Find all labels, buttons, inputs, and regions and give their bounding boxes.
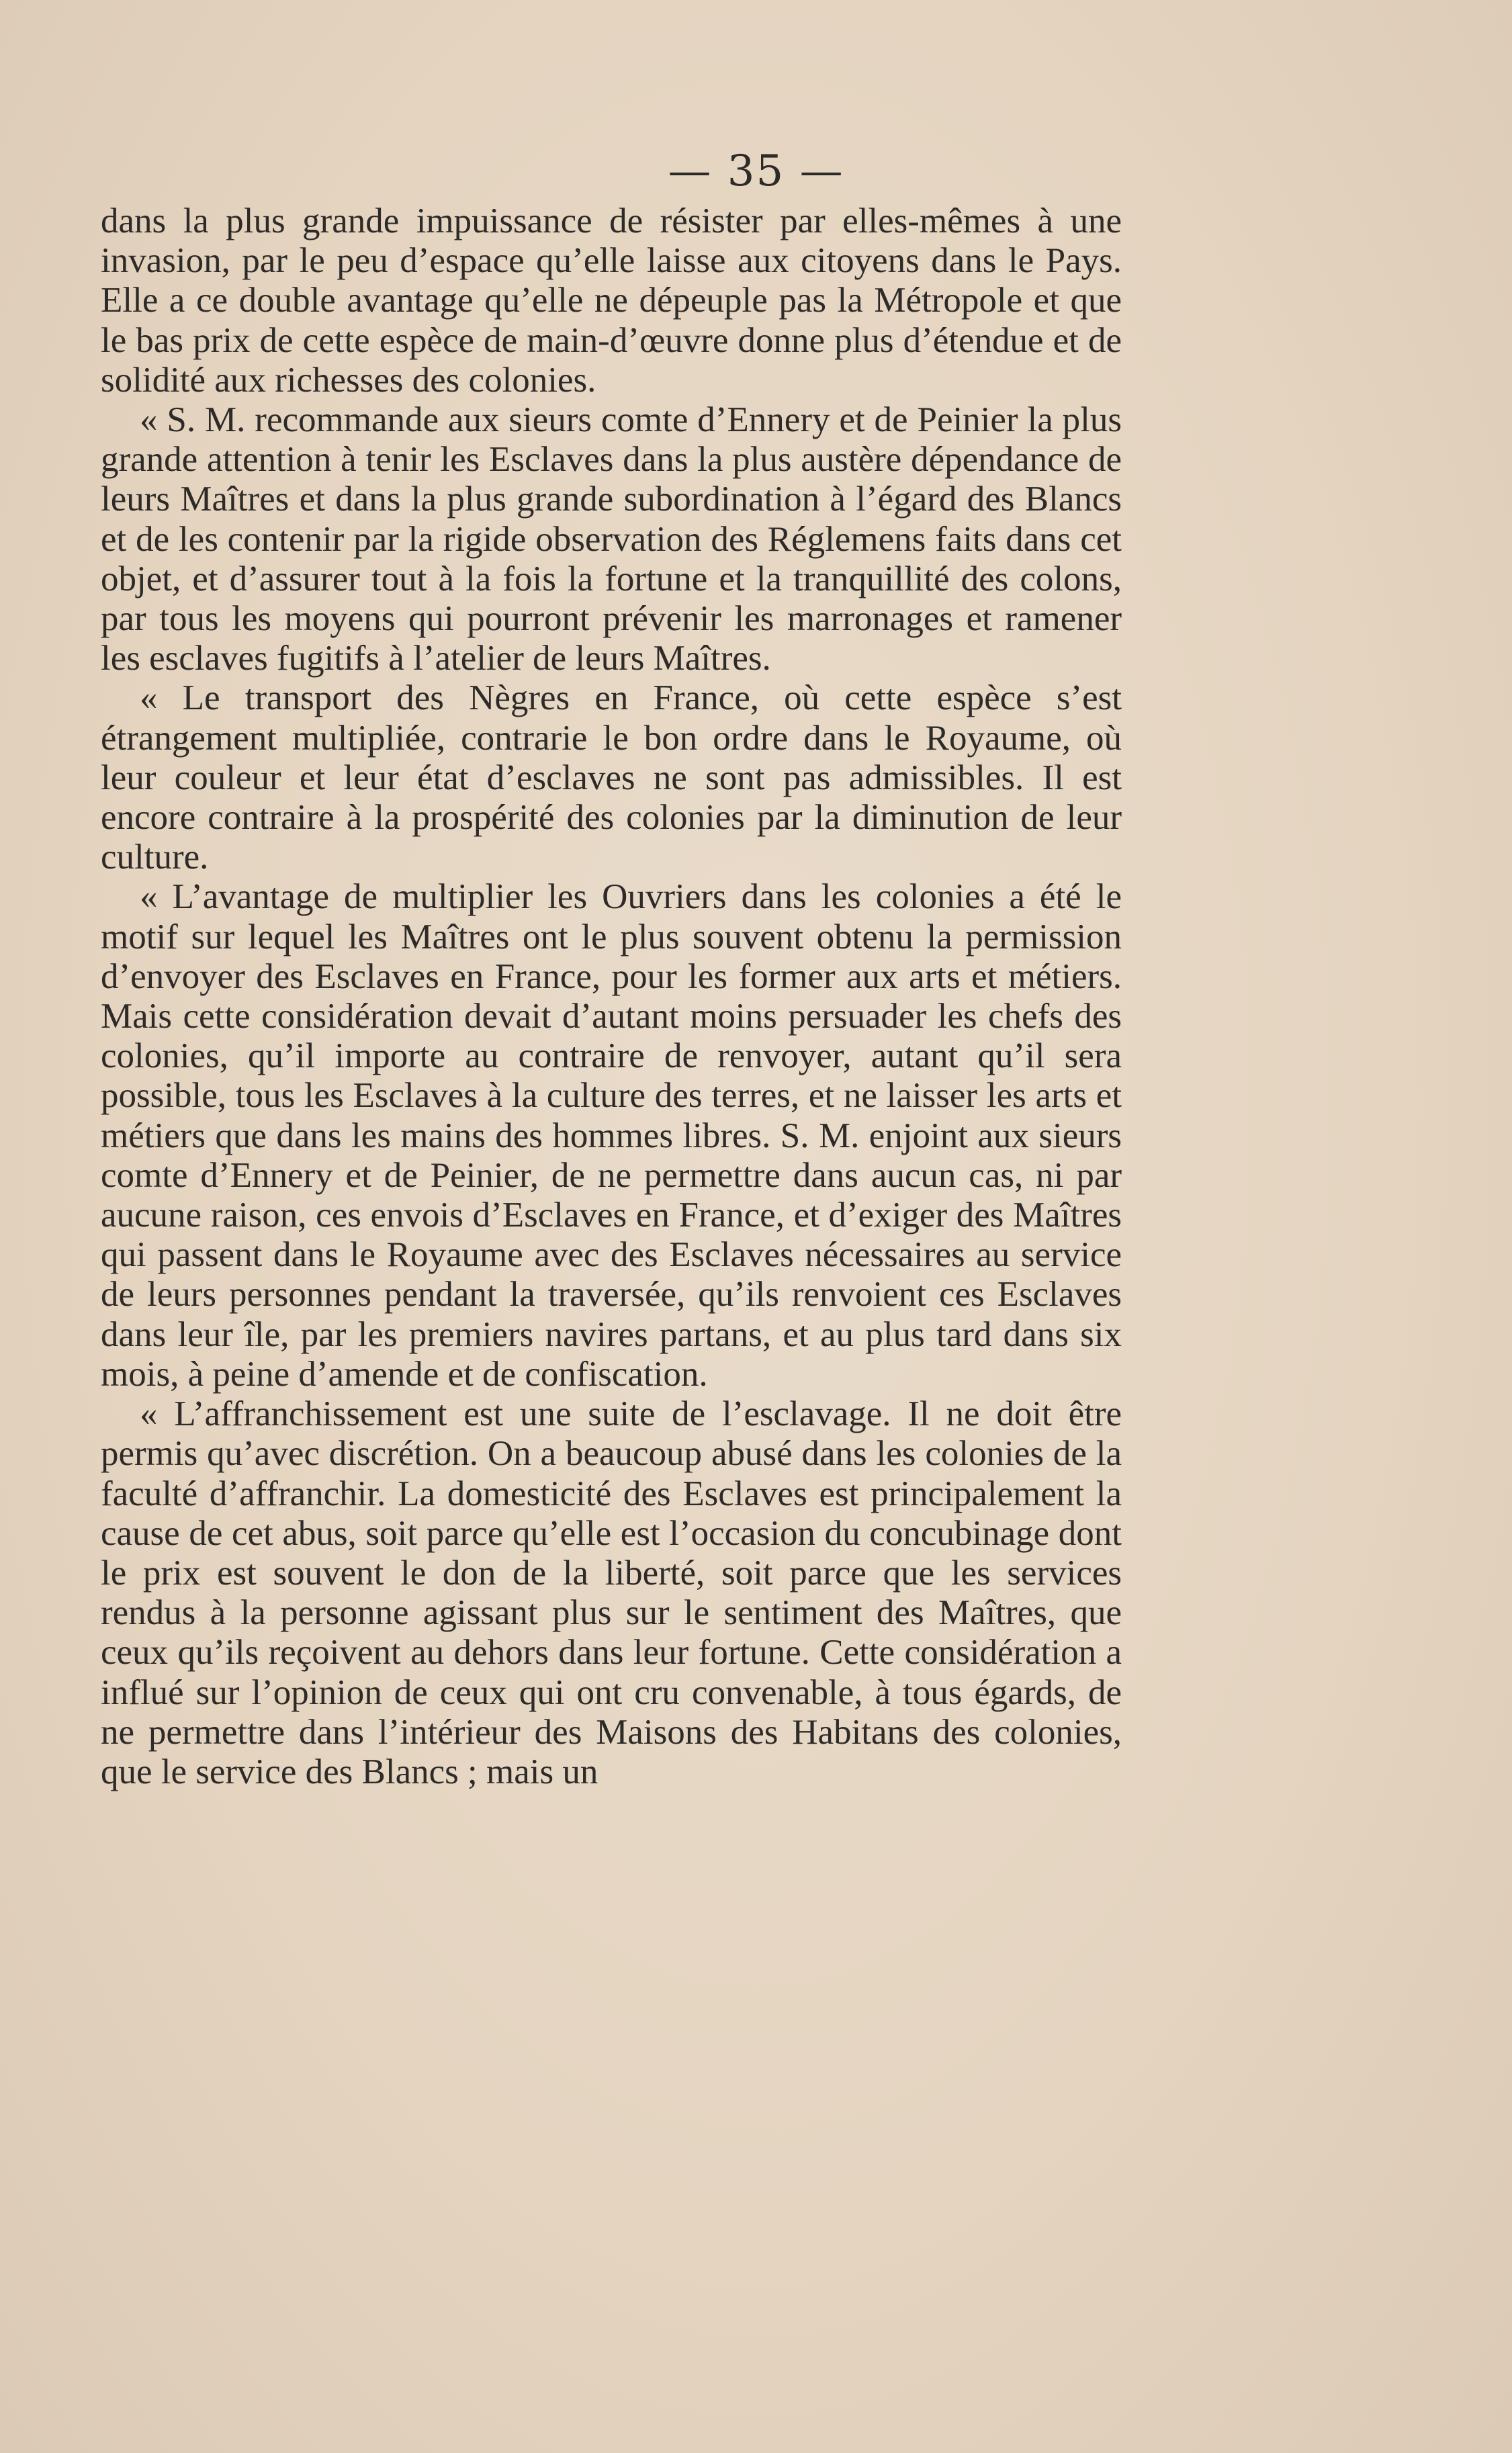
- body-text: [101, 202, 1122, 1792]
- paragraph: dans la plus grande impuissance de résister par elles-mêmes à une invasion, par le peu d’espace qu’elle laisse aux citoyens dans le Pays. Elle a ce double avantage qu’elle ne dépeuple pas la Métropole et que le bas prix de cette espèce de main-d’œuvre donne plus d’étendue et de solidité aux richesses des colonies.: [101, 202, 1122, 400]
- paragraph: « L’avantage de multiplier les Ouvriers dans les colonies a été le motif sur lequel les Maîtres ont le plus souvent obtenu la permission d’envoyer des Esclaves en France, pour les former aux arts et métiers. Mais cette considération devait d’autant moins persuader les chefs des colonies, qu’il importe au contraire de renvoyer, autant qu’il sera possible, tous les Esclaves à la culture des terres, et ne laisser les arts et métiers que dans les mains des hommes libres. S. M. enjoint aux sieurs comte d’Ennery et de Peinier, de ne permettre dans aucun cas, ni par aucune raison, ces envois d’Esclaves en France, et d’exiger des Maîtres qui passent dans le Royaume avec des Esclaves nécessaires au service de leurs personnes pendant la traversée, qu’ils renvoient ces Esclaves dans leur île, par les premiers navires partans, et au plus tard dans six mois, à peine d’amende et de confiscation.: [101, 877, 1122, 1394]
- paragraph: « Le transport des Nègres en France, où cette espèce s’est étrangement multipliée, contrarie le bon ordre dans le Royaume, où leur couleur et leur état d’esclaves ne sont pas admissibles. Il est encore contraire à la prospérité des colonies par la diminution de leur culture.: [101, 678, 1122, 877]
- paragraph: « L’affranchissement est une suite de l’esclavage. Il ne doit être permis qu’avec discrétion. On a beaucoup abusé dans les colonies de la faculté d’affranchir. La domesticité des Esclaves est principalement la cause de cet abus, soit parce qu’elle est l’occasion du concubinage dont le prix est souvent le don de la liberté, soit parce que les services rendus à la personne agissant plus sur le sentiment des Maîtres, que ceux qu’ils reçoivent au dehors dans leur fortune. Cette considération a influé sur l’opinion de ceux qui ont cru convenable, à tous égards, de ne permettre dans l’intérieur des Maisons des Habitans des colonies, que le service des Blancs ; mais un: [101, 1394, 1122, 1791]
- paragraph: « S. M. recommande aux sieurs comte d’Ennery et de Peinier la plus grande attention à tenir les Esclaves dans la plus austère dépendance de leurs Maîtres et dans la plus grande subordination à l’égard des Blancs et de les contenir par la rigide observation des Réglemens faits dans cet objet, et d’assurer tout à la fois la fortune et la tranquillité des colons, par tous les moyens qui pourront prévenir les marronages et ramener les esclaves fugitifs à l’atelier de leurs Maîtres.: [101, 400, 1122, 678]
- page-number: — 35 —: [668, 146, 844, 196]
